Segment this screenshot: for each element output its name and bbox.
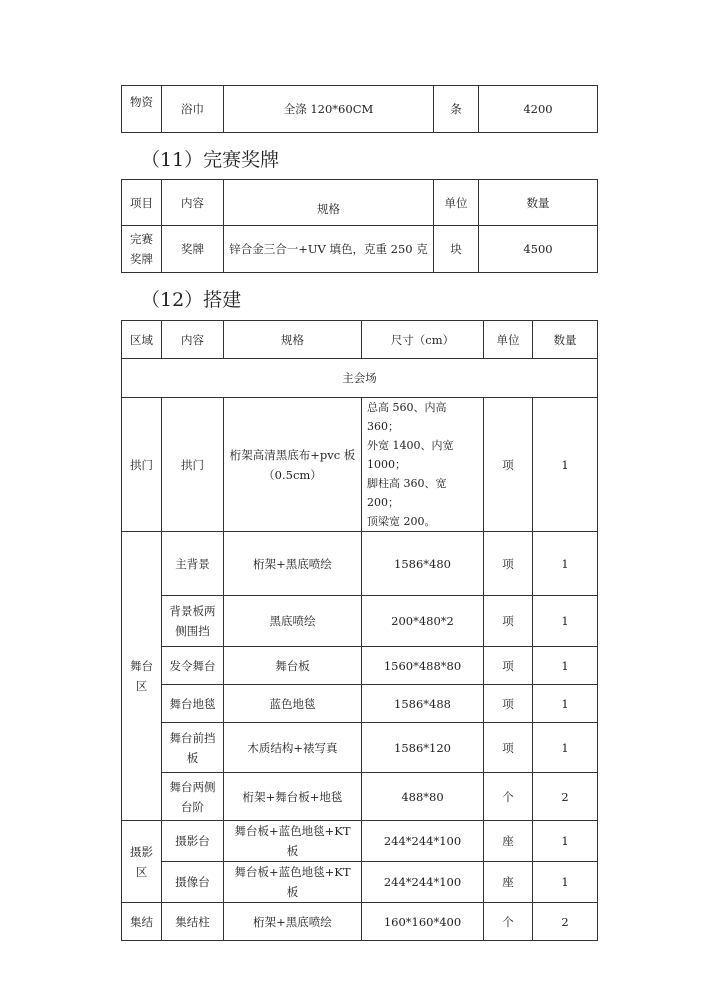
table-row <box>122 773 598 821</box>
table-row <box>122 596 598 647</box>
area-line-2: 区 <box>135 679 148 693</box>
table-row <box>122 903 598 941</box>
header-qty: 数量 <box>533 321 598 359</box>
header-unit: 单位 <box>484 321 533 359</box>
spec-cell: 黑底喷绘 <box>224 596 362 647</box>
size-cell: 1586*488 <box>362 685 484 723</box>
unit-cell: 个 <box>484 773 533 821</box>
content-line-2: 板 <box>186 750 199 765</box>
spec-line-1: 桁架高清黑底布+pvc 板 <box>229 447 356 462</box>
table-row <box>122 685 598 723</box>
qty-cell: 4500 <box>479 226 598 273</box>
content-cell <box>162 723 224 773</box>
size-cell: 1586*120 <box>362 723 484 773</box>
unit-cell: 项 <box>484 596 533 647</box>
size-line-3: 脚柱高 360、宽 200； <box>367 477 447 509</box>
qty-cell: 1 <box>533 723 598 773</box>
spec-cell: 桁架+黑底喷绘 <box>224 532 362 596</box>
main-venue-cell: 主会场 <box>122 359 598 398</box>
unit-cell: 条 <box>434 86 479 133</box>
qty-cell: 1 <box>533 821 598 862</box>
header-spec: 规格 <box>224 180 434 226</box>
size-cell: 1560*488*80 <box>362 647 484 685</box>
qty-cell: 1 <box>533 596 598 647</box>
content-line-2: 台阶 <box>181 799 204 814</box>
spec-cell: 桁架+黑底喷绘 <box>224 903 362 941</box>
unit-cell: 座 <box>484 821 533 862</box>
area-cell: 集结 <box>122 903 162 941</box>
content-cell: 摄影台 <box>162 821 224 862</box>
size-cell: 488*80 <box>362 773 484 821</box>
unit-cell: 项 <box>484 398 533 532</box>
content-line: 主背景 <box>175 556 210 571</box>
header-size: 尺寸（cm） <box>362 321 484 359</box>
table-row <box>122 226 598 273</box>
content-cell: 舞台地毯 <box>162 685 224 723</box>
size-cell: 160*160*400 <box>362 903 484 941</box>
size-cell: 200*480*2 <box>362 596 484 647</box>
qty-cell: 1 <box>533 862 598 903</box>
size-line-1: 总高 560、内高 360； <box>367 401 447 433</box>
spec-cell: 木质结构+裱写真 <box>224 723 362 773</box>
table-row <box>122 86 598 133</box>
qty-cell: 4200 <box>479 86 598 133</box>
photo-area-cell <box>122 821 162 903</box>
unit-cell: 项 <box>484 723 533 773</box>
unit-cell: 个 <box>484 903 533 941</box>
spec-cell: 舞台板 <box>224 647 362 685</box>
project-line-2: 奖牌 <box>130 252 153 266</box>
spec-cell: 舞台板+蓝色地毯+KT 板 <box>224 821 362 862</box>
size-cell: 244*244*100 <box>362 862 484 903</box>
table-header-row <box>122 321 598 359</box>
content-cell <box>162 596 224 647</box>
area-line-1: 摄影 <box>130 844 153 859</box>
header-project: 项目 <box>122 180 162 226</box>
section-heading-construction: （12）搭建 <box>141 289 242 311</box>
content-cell <box>162 773 224 821</box>
size-cell: 244*244*100 <box>362 821 484 862</box>
supplies-table-continued <box>121 85 598 133</box>
header-content: 内容 <box>162 321 224 359</box>
qty-cell: 1 <box>533 532 598 596</box>
table-header-row <box>122 180 598 226</box>
header-unit: 单位 <box>434 180 479 226</box>
content-line-1: 背景板两 <box>169 604 216 618</box>
size-line-2: 外宽 1400、内宽 1000； <box>367 439 454 471</box>
qty-cell: 1 <box>533 685 598 723</box>
main-venue-row <box>122 359 598 398</box>
unit-cell: 座 <box>484 862 533 903</box>
table-row <box>122 532 598 596</box>
stage-area-cell <box>122 532 162 821</box>
header-qty: 数量 <box>479 180 598 226</box>
spec-cell: 舞台板+蓝色地毯+KT 板 <box>224 862 362 903</box>
size-line-4: 顶梁宽 200。 <box>367 515 436 528</box>
spec-cell: 蓝色地毯 <box>224 685 362 723</box>
medals-table <box>121 179 598 273</box>
spec-cell <box>224 398 362 532</box>
content-cell <box>162 532 224 596</box>
qty-cell: 2 <box>533 903 598 941</box>
content-line-1: 舞台前挡 <box>169 730 216 745</box>
table-row <box>122 647 598 685</box>
area-line-1: 舞台 <box>130 659 153 673</box>
content-line-2: 侧围挡 <box>175 624 210 638</box>
category-cell: 物资 <box>122 86 162 133</box>
spec-line-2: （0.5cm） <box>263 467 322 482</box>
table-row <box>122 862 598 903</box>
spec-cell: 全涤 120*60CM <box>224 86 434 133</box>
content-cell: 发令舞台 <box>162 647 224 685</box>
size-cell: 1586*480 <box>362 532 484 596</box>
qty-cell: 2 <box>533 773 598 821</box>
table-row <box>122 723 598 773</box>
area-line-2: 区 <box>135 864 148 879</box>
unit-cell: 项 <box>484 532 533 596</box>
content-cell: 奖牌 <box>162 226 224 273</box>
header-area: 区域 <box>122 321 162 359</box>
spec-cell: 锌合金三合一+UV 填色，克重 250 克 <box>224 226 434 273</box>
qty-cell: 1 <box>533 398 598 532</box>
header-spec: 规格 <box>224 321 362 359</box>
content-cell: 摄像台 <box>162 862 224 903</box>
construction-table <box>121 320 598 941</box>
spec-cell: 桁架+舞台板+地毯 <box>224 773 362 821</box>
project-cell <box>122 226 162 273</box>
item-cell: 浴巾 <box>162 86 224 133</box>
unit-cell: 块 <box>434 226 479 273</box>
table-row <box>122 398 598 532</box>
table-row <box>122 821 598 862</box>
content-line-1: 舞台两侧 <box>169 779 216 794</box>
section-heading-medals: （11）完赛奖牌 <box>141 149 280 171</box>
content-cell: 拱门 <box>162 398 224 532</box>
unit-cell: 项 <box>484 685 533 723</box>
project-line-1: 完赛 <box>130 232 153 246</box>
unit-cell: 项 <box>484 647 533 685</box>
size-cell <box>362 398 484 532</box>
header-content: 内容 <box>162 180 224 226</box>
area-cell: 拱门 <box>122 398 162 532</box>
qty-cell: 1 <box>533 647 598 685</box>
content-cell: 集结柱 <box>162 903 224 941</box>
